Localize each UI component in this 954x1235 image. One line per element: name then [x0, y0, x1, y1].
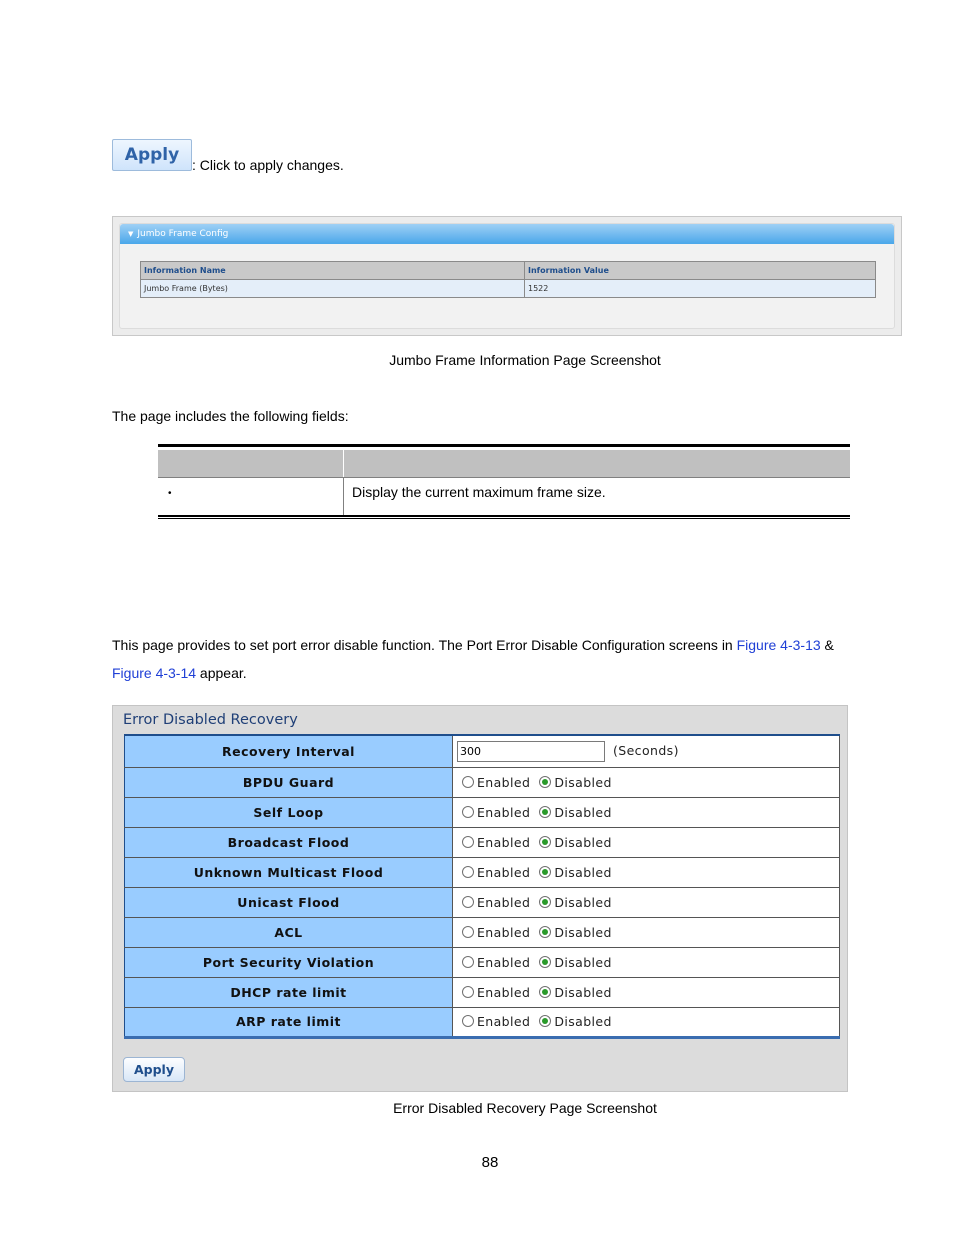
bpdu-guard-label: BPDU Guard — [125, 767, 453, 797]
enabled-option-label: Enabled — [477, 804, 531, 820]
table-row — [125, 917, 840, 947]
figure-link-4-3-14[interactable]: Figure 4-3-14 — [112, 665, 197, 681]
enabled-option-label: Enabled — [477, 954, 531, 970]
jumbo-frame-info-table — [140, 261, 876, 298]
enabled-option-label: Enabled — [477, 894, 531, 910]
arp-rate-limit-label: ARP rate limit — [125, 1007, 453, 1037]
table-row — [141, 280, 876, 298]
table-row — [125, 977, 840, 1007]
header-information-name: Information Name — [141, 262, 525, 280]
disabled-option-label: Disabled — [554, 894, 612, 910]
broadcast-flood-disabled-radio[interactable] — [539, 836, 551, 848]
table-row — [125, 857, 840, 887]
unknown-multicast-flood-options — [453, 857, 840, 887]
jumbo-frame-name-cell: Jumbo Frame (Bytes) — [141, 280, 525, 298]
jumbo-frame-caption: Jumbo Frame Information Page Screenshot — [389, 352, 661, 368]
self-loop-label: Self Loop — [125, 797, 453, 827]
disabled-option-label: Disabled — [554, 864, 612, 880]
disabled-option-label: Disabled — [554, 774, 612, 790]
broadcast-flood-label: Broadcast Flood — [125, 827, 453, 857]
fields-intro: The page includes the following fields: — [112, 408, 349, 424]
enabled-option-label: Enabled — [477, 1014, 531, 1029]
jumbo-frame-panel-header — [120, 224, 894, 244]
enabled-option-label: Enabled — [477, 864, 531, 880]
bpdu-guard-options — [453, 767, 840, 797]
unicast-flood-options — [453, 887, 840, 917]
panel-title: Error Disabled Recovery — [123, 712, 298, 728]
collapse-triangle-icon: ▼ — [128, 230, 134, 238]
port-security-violation-disabled-radio[interactable] — [539, 956, 551, 968]
table-row — [125, 767, 840, 797]
recovery-interval-input[interactable] — [457, 741, 605, 762]
paragraph-text: This page provides to set port error disable function. The Port Error Disable Configuration screens in — [112, 637, 737, 653]
apply-description: : Click to apply changes. — [192, 157, 344, 173]
disabled-option-label: Disabled — [554, 984, 612, 1000]
acl-enabled-radio[interactable] — [462, 926, 474, 938]
enabled-option-label: Enabled — [477, 774, 531, 790]
recovery-interval-unit: (Seconds) — [612, 742, 679, 758]
error-disabled-recovery-panel — [112, 705, 848, 1092]
self-loop-disabled-radio[interactable] — [539, 806, 551, 818]
disabled-option-label: Disabled — [554, 954, 612, 970]
arp-rate-limit-options — [453, 1007, 840, 1037]
apply-button-image: Apply — [112, 139, 192, 171]
broadcast-flood-enabled-radio[interactable] — [462, 836, 474, 848]
enabled-option-label: Enabled — [477, 984, 531, 1000]
jumbo-frame-panel — [119, 223, 895, 329]
recovery-interval-row — [125, 735, 840, 767]
table-bottom-rule — [158, 515, 850, 519]
apply-button[interactable]: Apply — [123, 1057, 185, 1082]
table-row — [125, 797, 840, 827]
error-recovery-caption: Error Disabled Recovery Page Screenshot — [393, 1100, 657, 1116]
disabled-option-label: Disabled — [554, 804, 612, 820]
header-information-value: Information Value — [525, 262, 876, 280]
unicast-flood-label: Unicast Flood — [125, 887, 453, 917]
port-security-violation-enabled-radio[interactable] — [462, 956, 474, 968]
table-row — [158, 477, 850, 515]
enabled-option-label: Enabled — [477, 924, 531, 940]
disabled-option-label: Disabled — [554, 924, 612, 940]
port-security-violation-label: Port Security Violation — [125, 947, 453, 977]
port-security-violation-options — [453, 947, 840, 977]
acl-disabled-radio[interactable] — [539, 926, 551, 938]
recovery-interval-cell — [453, 735, 840, 767]
figure-link-4-3-13[interactable]: Figure 4-3-13 — [736, 637, 821, 653]
fields-table — [158, 444, 850, 519]
jumbo-frame-value-cell: 1522 — [525, 280, 876, 298]
error-recovery-table — [124, 734, 840, 1039]
paragraph-text: & — [820, 637, 834, 653]
table-row — [125, 1007, 840, 1037]
recovery-interval-label: Recovery Interval — [125, 735, 453, 767]
table-row — [125, 947, 840, 977]
table-row — [125, 827, 840, 857]
broadcast-flood-options — [453, 827, 840, 857]
page-number: 88 — [481, 1154, 499, 1171]
bpdu-guard-enabled-radio[interactable] — [462, 776, 474, 788]
self-loop-enabled-radio[interactable] — [462, 806, 474, 818]
intro-paragraph — [112, 631, 852, 687]
paragraph-text: appear. — [196, 665, 247, 681]
unknown-multicast-flood-disabled-radio[interactable] — [539, 866, 551, 878]
field-bullet: • — [158, 478, 344, 515]
jumbo-frame-screenshot — [112, 216, 902, 336]
table-row — [125, 887, 840, 917]
unknown-multicast-flood-enabled-radio[interactable] — [462, 866, 474, 878]
disabled-option-label: Disabled — [554, 834, 612, 850]
arp-rate-limit-enabled-radio[interactable] — [462, 1015, 474, 1027]
dhcp-rate-limit-enabled-radio[interactable] — [462, 986, 474, 998]
enabled-option-label: Enabled — [477, 834, 531, 850]
jumbo-frame-panel-title: Jumbo Frame Config — [137, 229, 229, 239]
fields-table-header — [158, 447, 850, 477]
table-header-row — [141, 262, 876, 280]
self-loop-options — [453, 797, 840, 827]
dhcp-rate-limit-disabled-radio[interactable] — [539, 986, 551, 998]
unicast-flood-disabled-radio[interactable] — [539, 896, 551, 908]
arp-rate-limit-disabled-radio[interactable] — [539, 1015, 551, 1027]
acl-label: ACL — [125, 917, 453, 947]
unknown-multicast-flood-label: Unknown Multicast Flood — [125, 857, 453, 887]
unicast-flood-enabled-radio[interactable] — [462, 896, 474, 908]
field-description: Display the current maximum frame size. — [352, 484, 606, 500]
disabled-option-label: Disabled — [554, 1014, 612, 1029]
acl-options — [453, 917, 840, 947]
bpdu-guard-disabled-radio[interactable] — [539, 776, 551, 788]
fields-header-object — [158, 450, 344, 477]
dhcp-rate-limit-label: DHCP rate limit — [125, 977, 453, 1007]
dhcp-rate-limit-options — [453, 977, 840, 1007]
